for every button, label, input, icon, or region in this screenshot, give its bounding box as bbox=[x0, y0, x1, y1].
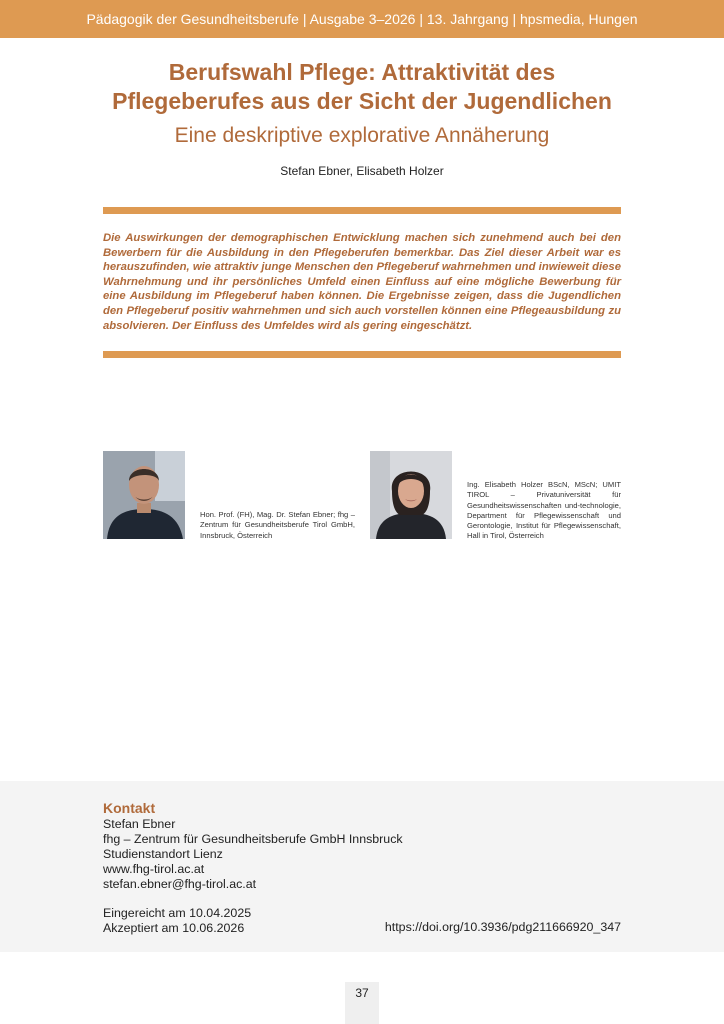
contact-website-link[interactable]: www.fhg-tirol.ac.at bbox=[103, 862, 205, 876]
article-title-line-1: Berufswahl Pflege: Attraktivität des bbox=[168, 59, 556, 85]
abstract: Die Auswirkungen der demographischen Entwicklung machen sich zunehmend auch bei den Bewerbern für die Ausbildung in den Pflegeberufen bemerkbar. Das Ziel dieser Arbeit war es herauszufinden, wie attraktiv junge Menschen den Pflegeberuf wahrnehmen und inwieweit diese Wahrnehmung und ihr persönliches Umfeld einen Einfluss auf eine mögliche Bewerbung für eine Ausbildung im Pflegeberuf haben können. Die Ergebnisse zeigen, dass die Jugendlichen den Pflegeberuf positiv wahrnehmen und sich auch vorstellen können eine Pflegeausbildung zu absolvieren. Der Einfluss des Umfeldes wird als gering eingeschätzt. bbox=[103, 232, 621, 332]
author-affiliation-ebner: Hon. Prof. (FH), Mag. Dr. Stefan Ebner; fhg – Zentrum für Gesundheitsberufe Tirol GmbH, Innsbruck, Österreich bbox=[200, 510, 355, 540]
accepted-date: Akzeptiert am 10.06.2026 bbox=[103, 921, 245, 935]
submitted-date: Eingereicht am 10.04.2025 bbox=[103, 906, 252, 920]
person-portrait-icon bbox=[370, 451, 452, 539]
contact-organization: fhg – Zentrum für Gesundheitsberufe GmbH Innsbruck bbox=[103, 832, 403, 846]
running-header-text: Pädagogik der Gesundheitsberufe | Ausgabe 3–2026 | 13. Jahrgang | hpsmedia, Hungen bbox=[86, 11, 638, 27]
person-portrait-icon bbox=[103, 451, 185, 539]
running-header bbox=[0, 0, 724, 38]
article-title-line-2: Pflegeberufes aus der Sicht der Jugendlichen bbox=[112, 88, 612, 114]
contact-heading: Kontakt bbox=[103, 800, 156, 816]
author-photo-ebner bbox=[103, 451, 185, 539]
author-names: Stefan Ebner, Elisabeth Holzer bbox=[280, 164, 444, 178]
article-title bbox=[60, 58, 664, 116]
contact-name: Stefan Ebner bbox=[103, 817, 176, 831]
page-number: 37 bbox=[345, 982, 379, 1024]
doi-link[interactable]: https://doi.org/10.3936/pdg211666920_347 bbox=[384, 920, 621, 934]
author-affiliation-holzer: Ing. Elisabeth Holzer BScN, MScN; UMIT TIROL – Privatuniversität für Gesundheitswissenschaften und-technologie, Department für Pflegewissenschaft und Gerontologie, Institut für Pflegewissenschaft, Hall in Tirol, Österreich bbox=[467, 480, 621, 541]
contact-email-link[interactable]: stefan.ebner@fhg-tirol.ac.at bbox=[103, 877, 257, 891]
bottom-divider bbox=[103, 351, 621, 358]
top-divider bbox=[103, 207, 621, 214]
article-subtitle: Eine deskriptive explorative Annäherung bbox=[174, 124, 550, 147]
contact-location: Studienstandort Lienz bbox=[103, 847, 223, 861]
author-photo-holzer bbox=[370, 451, 452, 539]
